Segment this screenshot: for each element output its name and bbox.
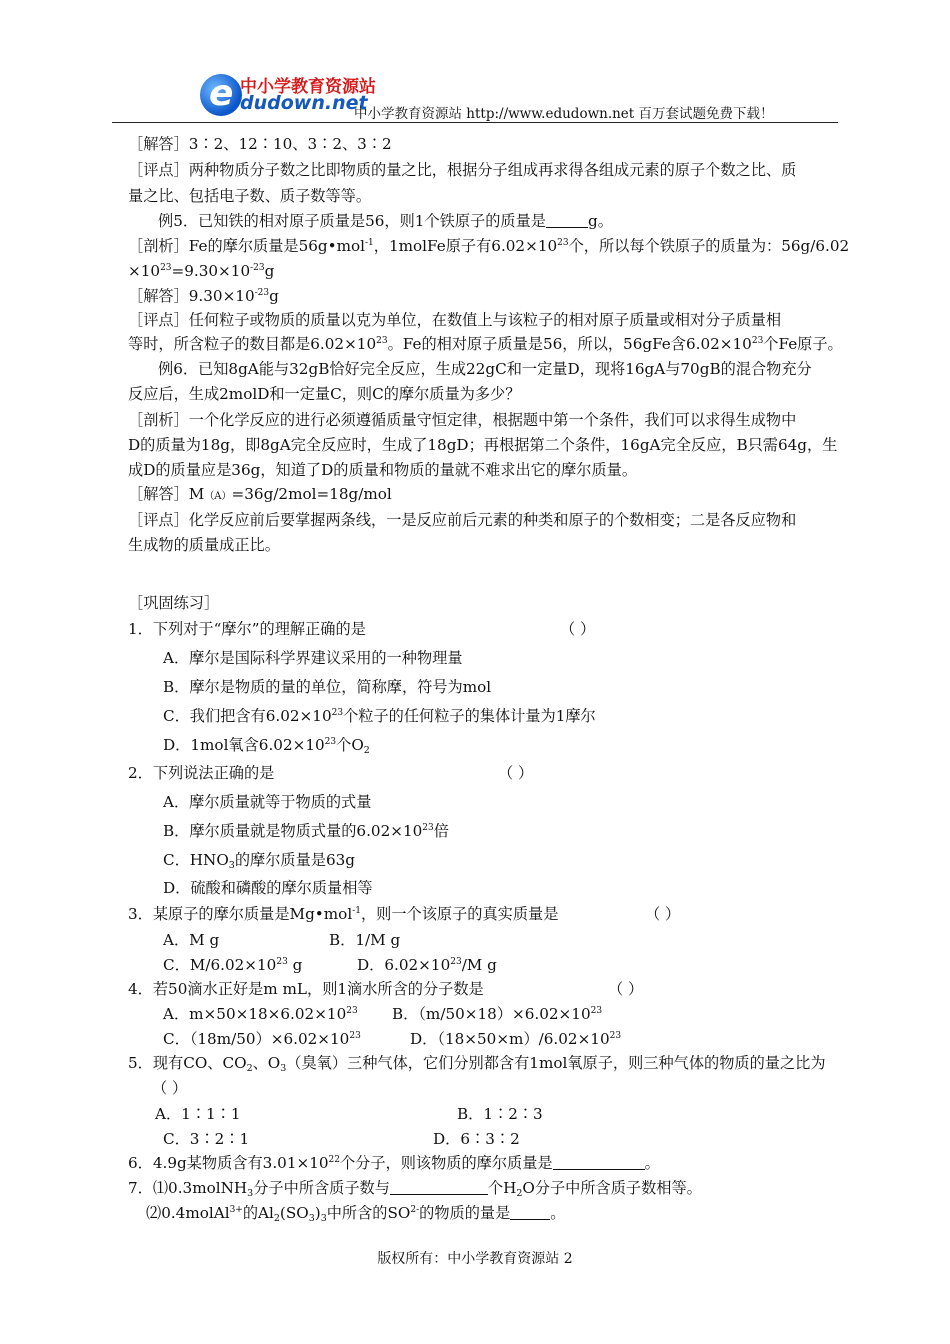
analysis-6-line2: D的质量为18g，即8gA完全反应时，生成了18gD；再根据第二个条件，16gA完全反应，B只需64g，生 xyxy=(128,436,838,454)
question-4-option-a[interactable]: A．$m\times 50\times 18\times 6.02\times 10^{23}$ xyxy=(163,1005,358,1023)
analysis-6-line3: 成D的质量应是36g，知道了D的质量和物质的量就不难求出它的摩尔质量。 xyxy=(128,461,638,479)
comment-6-line2: 生成物的质量成正比。 xyxy=(128,536,280,554)
question-1-option-d[interactable]: D．1mol氧含$6.02\times 10^{23}$个$O_2$ xyxy=(163,736,370,756)
question-3-answer-paren[interactable]: （ ） xyxy=(645,905,681,923)
comment-4-line2: 量之比、包括电子数、质子数等等。 xyxy=(128,187,371,205)
question-2-option-b[interactable]: B．摩尔质量就是物质式量的$6.02\times 10^{23}$倍 xyxy=(163,822,449,840)
comment-5-line1: ［评点］任何粒子或物质的质量以克为单位，在数值上与该粒子的相对原子质量或相对分子质量相 xyxy=(128,311,782,329)
page-header xyxy=(112,70,838,123)
question-7-part1: 7．⑴0.3molNH$_3$分子中所含质子数与 个$H_2O$分子中所含质子数相等。 xyxy=(128,1179,702,1199)
question-5-option-d[interactable]: D．6∶3∶2 xyxy=(433,1130,520,1148)
comment-5-line2: 等时，所含粒子的数目都是$6.02\times 10^{23}$。Fe的相对原子质量是56，所以，56gFe含$6.02\times 10^{23}$个Fe原子。 xyxy=(128,335,843,353)
question-1-option-a[interactable]: A．摩尔是国际科学界建议采用的一种物理量 xyxy=(163,649,463,667)
question-3-option-c[interactable]: C．$M/6.02\times 10^{23}$ g xyxy=(163,956,303,974)
question-4-option-c[interactable]: C．$(18m/50)\times 6.02\times 10^{23}$ xyxy=(163,1030,361,1048)
question-5-option-c[interactable]: C．3∶2∶1 xyxy=(163,1130,250,1148)
question-1-option-c[interactable]: C．我们把含有$6.02\times 10^{23}$个粒子的任何粒子的集体计量为1摩尔 xyxy=(163,707,596,725)
site-logo[interactable] xyxy=(200,70,376,120)
analysis-5-line2: $\times 10^{23}=9.30\times 10^{-23}g$ xyxy=(128,262,275,280)
question-5: 5．现有CO、$CO_2$、$O_3$（臭氧）三种气体，它们分别都含有1mol氧原子，则三种气体的物质的量之比为 xyxy=(128,1054,826,1074)
question-5-option-b[interactable]: B．1∶2∶3 xyxy=(457,1105,543,1123)
logo-english-text: dudown.net xyxy=(240,92,368,114)
question-4-option-b[interactable]: B．$(m/50\times 18)\times 6.02\times 10^{23}$ xyxy=(392,1005,603,1023)
question-2-option-c[interactable]: C．$HNO_3$的摩尔质量是63g xyxy=(163,851,356,871)
question-2-option-a[interactable]: A．摩尔质量就等于物质的式量 xyxy=(163,793,372,811)
logo-e-icon: e xyxy=(200,74,242,116)
question-2-answer-paren[interactable]: （ ） xyxy=(498,764,534,782)
answer-4: ［解答］3∶2、12∶10、3∶2、3∶2 xyxy=(128,135,392,153)
header-site-text: 中小学教育资源站 http://www.edudown.net 百万套试题免费下载！ xyxy=(354,106,774,122)
exercise-title: ［巩固练习］ xyxy=(128,594,220,612)
logo-chinese-text: 中小学教育资源站 xyxy=(240,77,376,97)
question-6: 6．4.9g某物质含有$3.01\times 10^{22}$个分子，则该物质的摩尔质量是 。 xyxy=(128,1154,660,1172)
question-4: 4．若50滴水正好是m mL，则1滴水所含的分子数是 xyxy=(128,980,484,998)
question-5-option-a[interactable]: A．1∶1∶1 xyxy=(155,1105,241,1123)
answer-5: ［解答$]9.30\times 10^{-23}g$ xyxy=(128,287,279,305)
question-3: 3．某原子的摩尔质量是Mg•mol$^{-1}$，则一个该原子的真实质量是 xyxy=(128,905,559,923)
analysis-6-line1: ［剖析］一个化学反应的进行必须遵循质量守恒定律，根据题中第一个条件，我们可以求得生成物中 xyxy=(128,411,797,429)
question-3-option-d[interactable]: D．$6.02\times 10^{23}/M$ g xyxy=(357,956,497,974)
answer-blank[interactable] xyxy=(553,1155,645,1170)
question-3-option-a[interactable]: A．M g xyxy=(163,931,220,949)
question-1-answer-paren[interactable]: （ ） xyxy=(560,620,596,638)
analysis-5-line1: ［剖析］Fe的摩尔质量是56g•mol$^{-1}$，1molFe原子有$6.02\times 10^{23}$个，所以每个铁原子的质量为：56g/6.02 xyxy=(128,237,850,255)
comment-4-line1: ［评点］两种物质分子数之比即物质的量之比，根据分子组成再求得各组成元素的原子个数之比、质 xyxy=(128,161,797,179)
example-6-line2: 反应后，生成2molD和一定量C，则C的摩尔质量为多少？ xyxy=(128,385,521,403)
comment-6-line1: ［评点］化学反应前后要掌握两条线，一是反应前后元素的种类和原子的个数相变；二是各反应物和 xyxy=(128,511,797,529)
answer-blank[interactable] xyxy=(510,1205,550,1220)
question-5-answer-paren[interactable]: （ ） xyxy=(152,1079,188,1097)
example-5: 例5．已知铁的相对原子质量是56，则1个铁原子的质量是 g。 xyxy=(158,212,613,230)
answer-blank[interactable] xyxy=(546,213,588,228)
question-3-option-b[interactable]: B．1/M g xyxy=(329,931,401,949)
answer-6: ［解答］M（A）=36g/2mol=18g/mol xyxy=(128,485,392,503)
question-4-answer-paren[interactable]: （ ） xyxy=(608,980,644,998)
question-2-option-d[interactable]: D．硫酸和磷酸的摩尔质量相等 xyxy=(163,879,373,897)
example-6-line1: 例6．已知8gA能与32gB恰好完全反应，生成22gC和一定量D，现将16gA与70gB的混合物充分 xyxy=(158,360,812,378)
question-2: 2．下列说法正确的是 xyxy=(128,764,275,782)
question-1-option-b[interactable]: B．摩尔是物质的量的单位，简称摩，符号为mol xyxy=(163,678,492,696)
question-7-part2: ⑵0.4molAl$^{3+}$的$Al_2(SO_3)_3$中所含的$SO^{2-}$的物质的量是 。 xyxy=(146,1204,566,1224)
question-1: 1．下列对于“摩尔”的理解正确的是 xyxy=(128,620,366,638)
question-4-option-d[interactable]: D．$(18\times 50\times m)/6.02\times 10^{23}$ xyxy=(410,1030,622,1048)
answer-blank[interactable] xyxy=(390,1180,488,1195)
page-footer: 版权所有：中小学教育资源站 2 xyxy=(377,1251,573,1267)
